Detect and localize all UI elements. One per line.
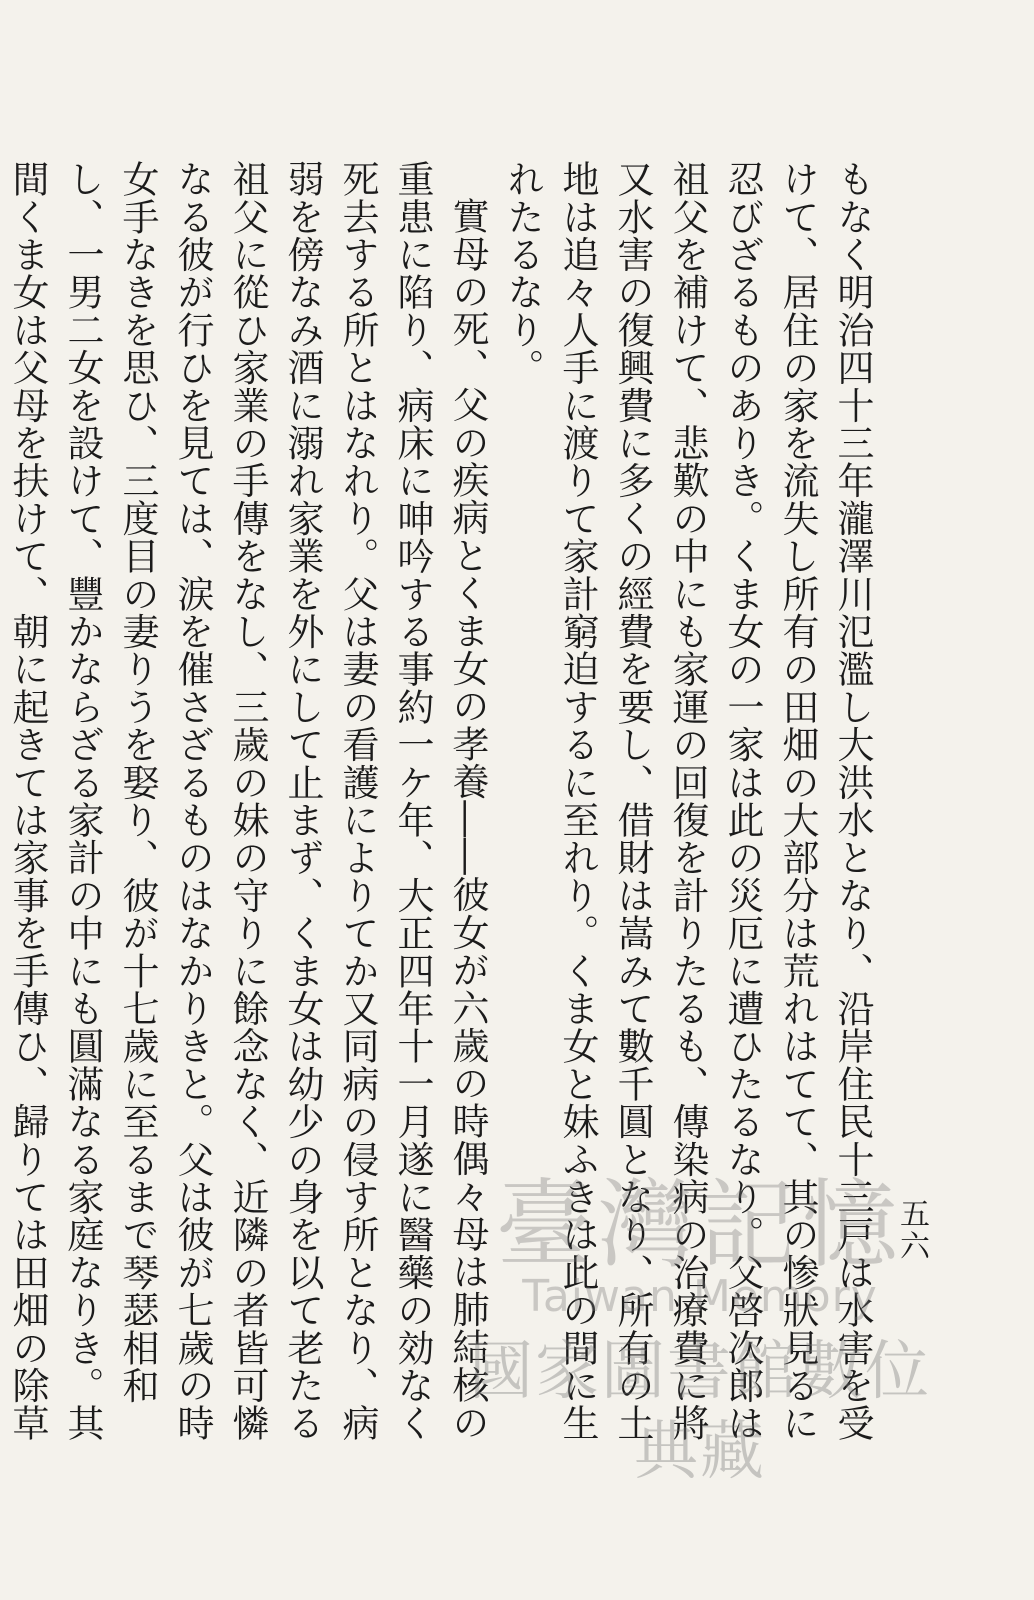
body-text xyxy=(6,160,880,1450)
watermark-title: 臺灣記憶 xyxy=(496,1169,904,1281)
paragraph-1: もなく明治四十三年瀧澤川氾濫し大洪水となり、沿岸住民十三戸は水害を受けて、居住の家を流失し所有の田畑の大部分は荒れはてて、其の惨狀見るに忍びざるものありき。くま女の一家は此の災厄に遭ひたるなり。父啓次郎は祖父を補けて、悲歎の中にも家運の回復を計りたるも、傳染病の治療費に將又水害の復興費に多くの經費を要し、借財は嵩みて數千圓となり、所有の土地は追々人手に渡りて家計窮迫するに至れり。くま女と妹ふきは此の間に生れたるなり。 xyxy=(501,160,874,1442)
page-number: 五六 xyxy=(894,1198,929,1262)
paragraph-2: 實母の死、父の疾病とくま女の孝養――彼女が六歲の時偶々母は肺結核の重患に陷り、病床に呻吟する事約一ケ年、大正四年十一月遂に醫藥の効なく死去する所とはなれり。父は妻の看護によりてか又同病の侵す所となり、病弱を傍なみ酒に溺れ家業を外にして止まず、くま女は幼少の身を以て老たる祖父に從ひ家業の手傳をなし、三歲の妹の守りに餘念なく、近隣の者皆可憐なる彼が行ひを見ては、涙を催さざるものはなかりきと。父は彼が七歲の時女手なきを思ひ、三度目の妻りうを娶り、彼が十七歲に至るまで琴瑟相和し、一男二女を設けて、豐かならざる家計の中にも圓滿なる家庭なりき。其間くま女は父母を扶けて、朝に起きては家事を手傳ひ、歸りては田畑の除草 xyxy=(6,160,489,1442)
watermark-organization: 國家圖書館數位典藏 xyxy=(469,1335,931,1489)
watermark-subtitle: Taiwan Memory xyxy=(522,1271,878,1322)
